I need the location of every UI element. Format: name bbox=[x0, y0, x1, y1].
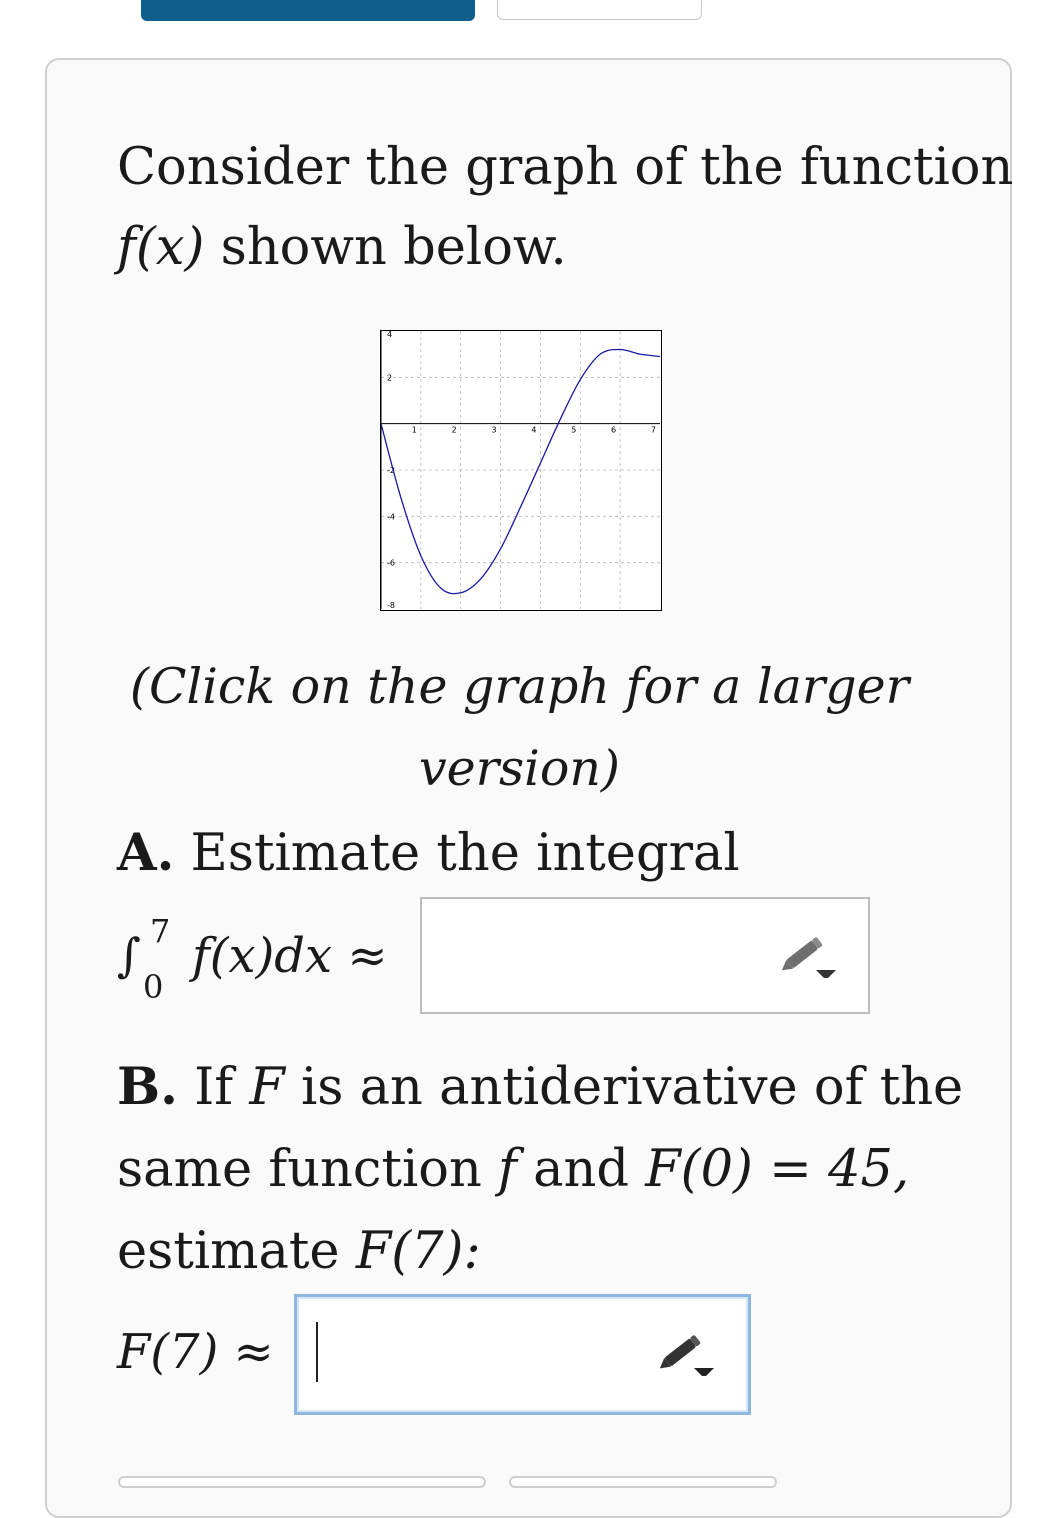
x-tick-label: 7 bbox=[650, 425, 656, 435]
part-b-and: and bbox=[533, 1140, 630, 1199]
part-b-F0: F(0) = 45, bbox=[645, 1140, 910, 1199]
y-tick-label: -6 bbox=[387, 558, 395, 568]
x-tick-label: 3 bbox=[491, 425, 497, 435]
part-a-label: A. bbox=[117, 823, 175, 883]
primary-button[interactable] bbox=[141, 0, 475, 21]
part-b-text-2: same function bbox=[117, 1140, 482, 1199]
y-tick-label: -4 bbox=[387, 512, 395, 522]
part-b-text-1: is an antiderivative of the bbox=[300, 1058, 964, 1117]
x-tick-label: 1 bbox=[411, 425, 417, 435]
integral-sign: ∫ bbox=[117, 928, 141, 982]
part-b-F: F bbox=[249, 1058, 285, 1117]
y-tick-label: -8 bbox=[387, 601, 395, 609]
part-b-estimate: estimate bbox=[117, 1222, 340, 1281]
intro-line-2 bbox=[117, 218, 567, 277]
graph-caption-line-1: (Click on the graph for a larger bbox=[129, 658, 910, 715]
y-tick-label: 4 bbox=[387, 331, 393, 339]
intro-fx: f(x) bbox=[117, 218, 205, 277]
text-cursor bbox=[316, 1322, 318, 1382]
part-b-line-3 bbox=[117, 1222, 481, 1281]
pencil-dropdown-icon[interactable] bbox=[658, 1330, 714, 1376]
integral-upper: 7 bbox=[150, 912, 171, 950]
graph-grid bbox=[381, 331, 660, 609]
part-b-label: B. bbox=[117, 1057, 178, 1117]
secondary-button[interactable] bbox=[497, 0, 702, 20]
function-graph[interactable] bbox=[380, 330, 662, 611]
bottom-tab-left[interactable] bbox=[118, 1476, 486, 1488]
part-b-f: f bbox=[498, 1140, 517, 1199]
x-tick-label: 2 bbox=[451, 425, 457, 435]
y-tick-label: 2 bbox=[387, 373, 393, 383]
graph-caption-line-2: version) bbox=[418, 740, 621, 797]
x-tick-label: 4 bbox=[531, 425, 537, 435]
graph-svg bbox=[381, 331, 660, 609]
pencil-dropdown-icon[interactable] bbox=[780, 932, 836, 978]
curve-line bbox=[381, 350, 660, 594]
answer-b-label: F(7) ≈ bbox=[117, 1324, 274, 1380]
part-b-if: If bbox=[194, 1058, 234, 1117]
part-a-heading bbox=[117, 823, 740, 883]
bottom-tab-right[interactable] bbox=[509, 1476, 777, 1488]
integral-lower: 0 bbox=[143, 968, 164, 1006]
x-tick-label: 5 bbox=[571, 425, 577, 435]
x-tick-label: 6 bbox=[611, 425, 617, 435]
integral-expr: f(x)dx ≈ bbox=[192, 928, 388, 984]
part-b-line-1 bbox=[117, 1057, 964, 1117]
intro-line-1: Consider the graph of the function bbox=[117, 138, 1014, 197]
graph-curve bbox=[381, 350, 660, 594]
intro-text-2: shown below. bbox=[220, 218, 567, 277]
part-b-F7: F(7): bbox=[355, 1222, 481, 1281]
part-a-text: Estimate the integral bbox=[190, 824, 740, 883]
part-b-line-2 bbox=[117, 1140, 910, 1199]
y-tick-label: -2 bbox=[387, 466, 395, 475]
